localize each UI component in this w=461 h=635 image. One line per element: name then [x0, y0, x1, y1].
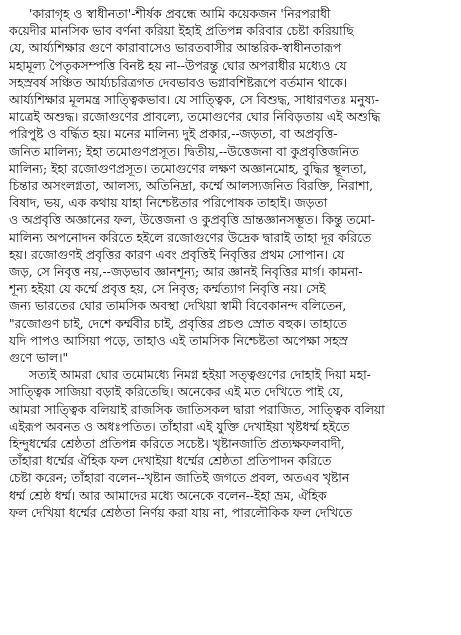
text-line: মহামূল্য পৈতৃকসম্পত্তি বিনষ্ট হয় না--উপরন্তু ঘোর অপরাধীর মধ্যেও যে [9, 58, 347, 73]
text-line: মালিন্য; ইহা রজোগুণপ্রসূত। তমোগুণের লক্ষণ অজ্ঞানমোহ, বুদ্ধির স্থূলতা, [9, 161, 367, 176]
text-line: তাঁহারা ধর্ম্মের ঐহিক ফল দেখাইয়া ধর্ম্মের শ্রেষ্ঠতা প্রতিপাদন করিতে [9, 454, 332, 469]
text-line: বিষাদ, ভয়, এক কথায় যাহা নিশ্চেষ্টতার পরিপোষক তাহাই। জড়তা [9, 196, 328, 211]
text-line: "রজোগুণ চাই, দেশে কর্ম্মবীর চাই, প্রবৃত্তির প্রচণ্ড স্রোত বহুক। তাহাতে [9, 316, 347, 331]
text-line: যে, আর্য্যশিক্ষার গুণে কারাবাসেও ভারতবাসীর আন্তরিক-স্বাধীনতারূপ [9, 41, 342, 56]
paragraph-1 [9, 6, 452, 367]
text-line: কয়েদীর মানসিক ভাব বর্ণনা করিয়া ইহাই প্রতিপন্ন করিবার চেষ্টা করিয়াছি [9, 24, 354, 39]
text-line: চিন্তার অসংলগ্নতা, আলস্য, অতিনিদ্রা, কর্ম্মে আলস্যজনিত বিরক্তি, নিরাশা, [9, 179, 374, 194]
text-line: হয়। রজোগুণই প্রবৃত্তির কারণ এবং প্রবৃত্তিই নিবৃত্তির প্রথম সোপান। যে [9, 247, 345, 262]
text-line: শূন্য হইয়া যে কর্ম্মে প্রবৃত্ত হয়, সে নিবৃত্ত; কর্ম্মত্যাগ নিবৃত্তি নয়। সেই [9, 282, 326, 297]
text-line: মাত্রেই অশুদ্ধ। রজোগুণের প্রাবল্যে, তমোগুণের ঘোর নিবিড়তায় এই অশুদ্ধি [9, 110, 381, 125]
text-line: চেষ্টা করেন; তাঁহারা বলেন--খৃষ্টান জাতিই জগতে প্রবল, অতএব খৃষ্টান [9, 471, 350, 486]
text-line: মালিন্য অপনোদন করিতে হইলে রজোগুণের উদ্রেক দ্বারাই তাহা দূর করিতে [9, 230, 372, 245]
text-line: ফল দেখিয়া ধর্ম্মের শ্রেষ্ঠতা নির্ণয় করা যায় না, পারলৌকিক ফল দেখিতে [9, 505, 353, 520]
text-line: 'কারাগৃহ ও স্বাধীনতা'-শীর্ষক প্রবন্ধে আমি কয়েকজন 'নিরপরাধী [29, 7, 331, 21]
text-line: জনিত মালিন্য; ইহা তমোগুণপ্রসূত। দ্বিতীয়,--উত্তেজনা বা কুপ্রবৃত্তিজনিত [9, 144, 359, 159]
text-line: ধর্ম্ম শ্রেষ্ঠ ধর্ম্ম। আর আমাদের মধ্যে অনেকে বলেন--ইহা ভ্রম, ঐহিক [9, 488, 327, 503]
text-line: আমরা সাত্ত্বিক বলিয়াই রাজসিক জাতিসকল দ্বারা পরাজিত, সাত্ত্বিক বলিয়া [9, 402, 385, 417]
text-line: সত্যই আমরা ঘোর তমোমধ্যে নিমগ্ন হইয়া সত্ত্বগুণের দোহাই দিয়া মহা- [29, 368, 371, 383]
text-line: সহস্রবর্ষ সঞ্চিত আর্য্যচরিত্রগত দেবভাবও ভগ্নাবশিষ্টরূপে বর্তমান থাকে। [9, 75, 348, 90]
text-line: সাত্ত্বিক সাজিয়া বড়াই করিতেছি। অনেকের এই মত দেখিতে পাই যে, [9, 385, 344, 400]
text-line: ও অপ্রবৃত্তি অজ্ঞানের ফল, উত্তেজনা ও কুপ্রবৃত্তি ভ্রান্তজ্ঞানসম্ভূত। কিন্তু তমো- [9, 213, 376, 228]
text-line: জন্য ভারতের ঘোর তামসিক অবস্থা দেখিয়া স্বামী বিবেকানন্দ বলিতেন, [9, 299, 347, 314]
text-line: যদি পাপও আসিয়া পড়ে, তাহাও এই তামসিক নিশ্চেষ্টতা অপেক্ষা সহস্র [9, 333, 348, 348]
paragraph-2 [9, 367, 452, 522]
text-line: হিন্দুধর্ম্মের শ্রেষ্ঠতা প্রতিপন্ন করিতে সচেষ্ট। খৃষ্টানজাতি প্রত্যক্ষফলবাদী, [9, 437, 345, 452]
text-line: জড়, সে নিবৃত্ত নয়,--জড়ভাব জ্ঞানশূন্য; আর জ্ঞানই নিবৃত্তির মার্গ। কামনা- [9, 265, 363, 280]
text-line: পরিপুষ্ট ও বর্দ্ধিত হয়। মনের মালিন্য দুই প্রকার,--জড়তা, বা অপ্রবৃত্তি- [9, 127, 338, 142]
text-line: গুণে ভাল।" [9, 351, 69, 366]
text-line: এইরূপ অবনত ও অধঃপতিত। তাঁহারা এই যুক্তি দেখাইয়া খৃষ্টধর্ম্ম হইতে [9, 419, 350, 434]
text-line: আর্য্যশিক্ষার মূলমন্ত্র সাত্ত্বিকভাব। যে সাত্ত্বিক, সে বিশুদ্ধ, সাধারণতঃ মনুষ্য- [9, 93, 380, 108]
